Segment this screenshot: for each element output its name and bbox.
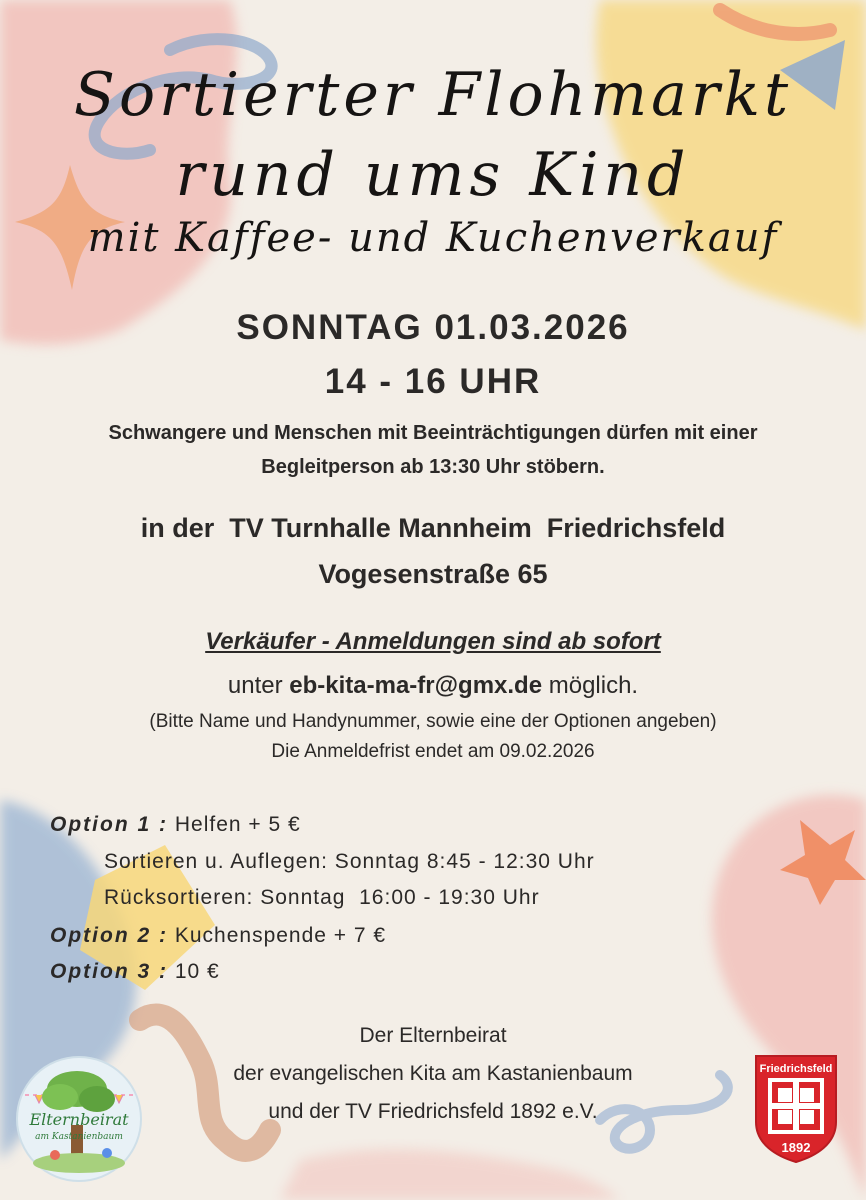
registration-suffix: möglich. — [542, 672, 639, 699]
elternbeirat-logo-text-1: Elternbeirat — [29, 1110, 129, 1129]
organizers-line-3: und der TV Friedrichsfeld 1892 e.V. — [268, 1100, 598, 1123]
tv-friedrichsfeld-logo — [752, 1052, 840, 1164]
option-1-text: Helfen + 5 € — [174, 813, 301, 836]
registration-line — [0, 672, 866, 700]
option-1-label: Option 1 : — [50, 813, 168, 836]
venue-name: in der TV Turnhalle Mannheim Friedrichsfeld — [140, 513, 726, 543]
option-3-label: Option 3 : — [50, 960, 168, 983]
elternbeirat-logo-text-2: am Kastanienbaum — [35, 1132, 123, 1142]
notice-line-2: Begleitperson ab 13:30 Uhr stöbern. — [261, 456, 605, 478]
venue-address: Vogesenstraße 65 — [318, 559, 548, 589]
registration-note: (Bitte Name und Handynummer, sowie eine der Optionen angeben) — [149, 711, 717, 732]
registration-heading: Verkäufer - Anmeldungen sind ab sofort — [205, 628, 661, 655]
elternbeirat-logo — [15, 1055, 143, 1183]
option-3 — [50, 960, 220, 984]
title-line-1: Sortierter Flohmarkt — [73, 60, 793, 130]
registration-email[interactable]: eb-kita-ma-fr@gmx.de — [289, 672, 543, 699]
option-2-text: Kuchenspende + 7 € — [174, 924, 387, 947]
tv-logo-name: Friedrichsfeld — [759, 1063, 833, 1075]
early-access-notice — [0, 416, 866, 484]
registration-prefix: unter — [227, 672, 290, 699]
option-2 — [50, 924, 386, 948]
option-3-text: 10 € — [174, 960, 220, 983]
option-2-label: Option 2 : — [50, 924, 168, 947]
event-time: 14 - 16 UHR — [324, 362, 542, 401]
organizers-line-1: Der Elternbeirat — [359, 1024, 507, 1047]
option-1-detail-2: Rücksortieren: Sonntag 16:00 - 19:30 Uhr — [104, 886, 540, 909]
organizers-line-2: der evangelischen Kita am Kastanienbaum — [233, 1062, 633, 1085]
event-date: SONNTAG 01.03.2026 — [236, 308, 630, 347]
title-line-2: rund ums Kind — [175, 140, 691, 210]
title-line-3: mit Kaffee- und Kuchenverkauf — [87, 215, 779, 261]
option-1-detail-1: Sortieren u. Auflegen: Sonntag 8:45 - 12:30 Uhr — [104, 850, 595, 873]
tv-logo-year: 1892 — [781, 1140, 811, 1155]
registration-deadline: Die Anmeldefrist endet am 09.02.2026 — [271, 741, 595, 762]
venue — [0, 505, 866, 597]
notice-line-1: Schwangere und Menschen mit Beeinträchtigungen dürfen mit einer — [108, 422, 758, 444]
option-1 — [50, 813, 301, 837]
